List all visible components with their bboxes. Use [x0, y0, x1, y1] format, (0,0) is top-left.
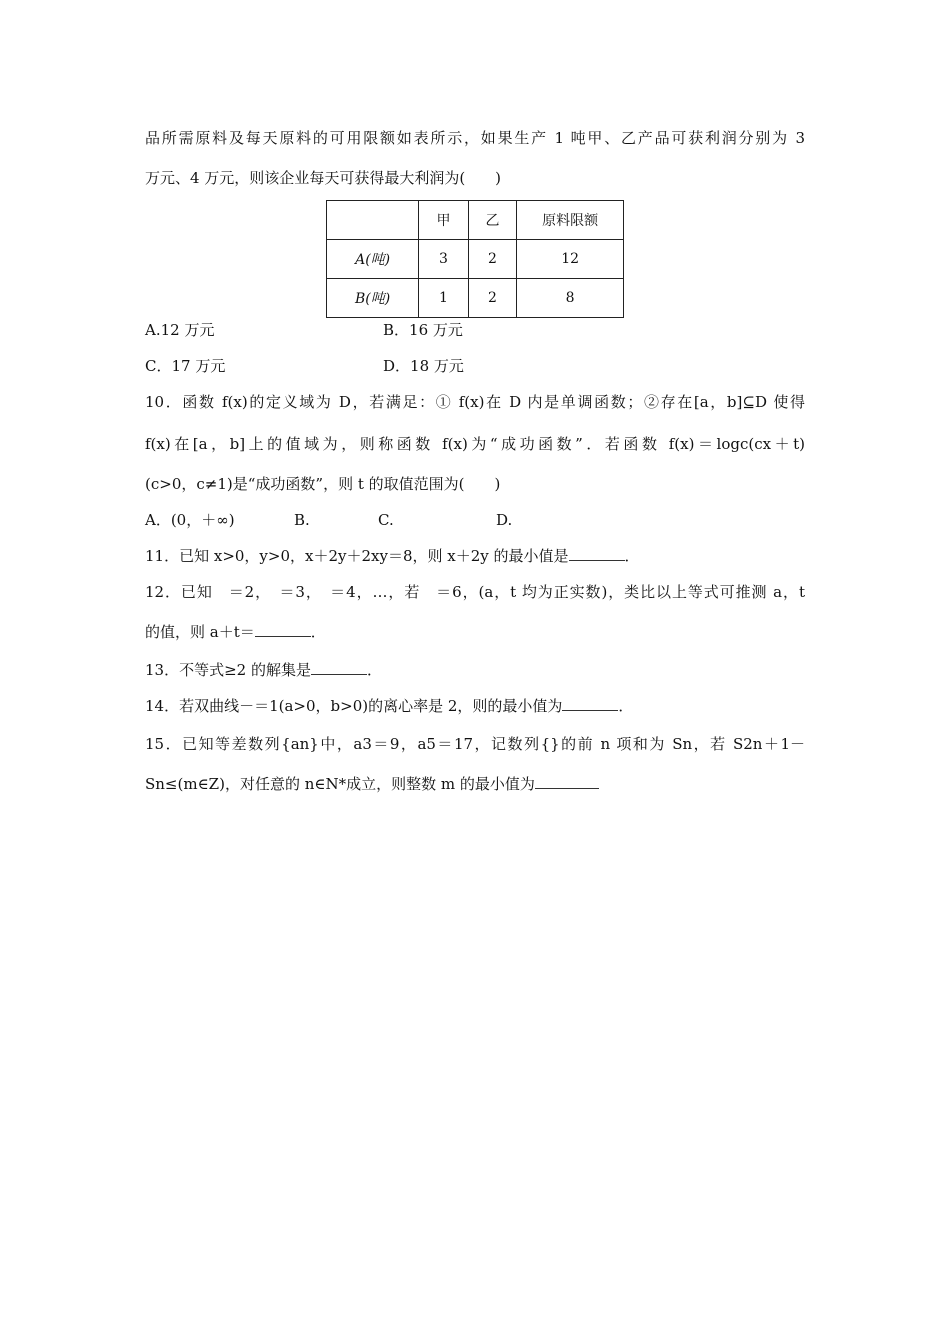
- q12-line-2: [145, 622, 326, 642]
- q15-text: Sn≤(m∈Z)，对任意的 n∈N*成立，则整数 m 的最小值为: [145, 775, 535, 793]
- table-cell: 12: [517, 240, 624, 279]
- q15-line-2: [145, 774, 599, 794]
- q10-option-c: C.: [378, 511, 394, 529]
- q15-line-1: 15．已知等差数列{an}中，a3＝9，a5＝17，记数列{}的前 n 项和为 Sn，若 S2n＋1－: [145, 735, 805, 753]
- q12-line-1: 12．已知 ＝2， ＝3， ＝4，…，若 ＝6，(a，t 均为正实数)，类比以上等式可推测 a，t: [145, 583, 805, 601]
- answer-blank: [311, 660, 367, 675]
- table-cell: 2: [468, 279, 517, 318]
- table-header-cell: 乙: [468, 201, 517, 240]
- table-row: [327, 240, 624, 279]
- q10-line-1: 10．函数 f(x)的定义域为 D，若满足：① f(x)在 D 内是单调函数；②存在[a，b]⊆D 使得: [145, 393, 805, 411]
- q13-end: ．: [366, 661, 382, 679]
- table-cell: A(吨): [327, 240, 419, 279]
- answer-blank: [535, 774, 599, 789]
- answer-blank: [562, 696, 618, 711]
- answer-blank: [569, 546, 625, 561]
- answer-blank: [255, 622, 311, 637]
- q9-option-a: A.12 万元: [145, 321, 215, 339]
- q13-line: [145, 660, 382, 680]
- q11-line: [145, 546, 640, 566]
- intro-line-1: 品所需原料及每天原料的可用限额如表所示，如果生产 1 吨甲、乙产品可获利润分别为 3: [145, 129, 805, 147]
- q13-text: 13．不等式≥2 的解集是: [145, 661, 311, 679]
- q10-option-d: D.: [496, 511, 513, 529]
- table-cell: 1: [419, 279, 469, 318]
- table-header-row: [327, 201, 624, 240]
- q9-option-b: B．16 万元: [383, 321, 463, 339]
- q10-option-a: A．(0，＋∞): [145, 511, 235, 529]
- q12-text: 的值，则 a＋t＝: [145, 623, 255, 641]
- table-header-cell: 原料限额: [517, 201, 624, 240]
- intro-line-2: 万元、4 万元，则该企业每天可获得最大利润为( ): [145, 169, 502, 187]
- q11-text: 11．已知 x>0，y>0，x＋2y＋2xy＝8，则 x＋2y 的最小值是: [145, 547, 569, 565]
- q10-line-2: f(x)在[a，b]上的值域为，则称函数 f(x)为“成功函数”．若函数 f(x)＝logc(cx＋t): [145, 435, 805, 453]
- table-header-cell: 甲: [419, 201, 469, 240]
- table-header-cell: [327, 201, 419, 240]
- q10-option-b: B.: [294, 511, 310, 529]
- table-cell: 8: [517, 279, 624, 318]
- table-row: [327, 279, 624, 318]
- q14-line: [145, 696, 633, 716]
- q9-option-d: D．18 万元: [383, 357, 464, 375]
- q14-text: 14．若双曲线－＝1(a>0，b>0)的离心率是 2，则的最小值为: [145, 697, 563, 715]
- table-cell: 2: [468, 240, 517, 279]
- q12-end: ．: [310, 623, 326, 641]
- table-cell: B(吨): [327, 279, 419, 318]
- q10-line-3: (c>0，c≠1)是“成功函数”，则 t 的取值范围为( ): [145, 475, 501, 493]
- q14-end: ．: [618, 697, 634, 715]
- q9-option-c: C．17 万元: [145, 357, 226, 375]
- raw-material-table: [326, 200, 624, 318]
- table-cell: 3: [419, 240, 469, 279]
- q11-end: ．: [624, 547, 640, 565]
